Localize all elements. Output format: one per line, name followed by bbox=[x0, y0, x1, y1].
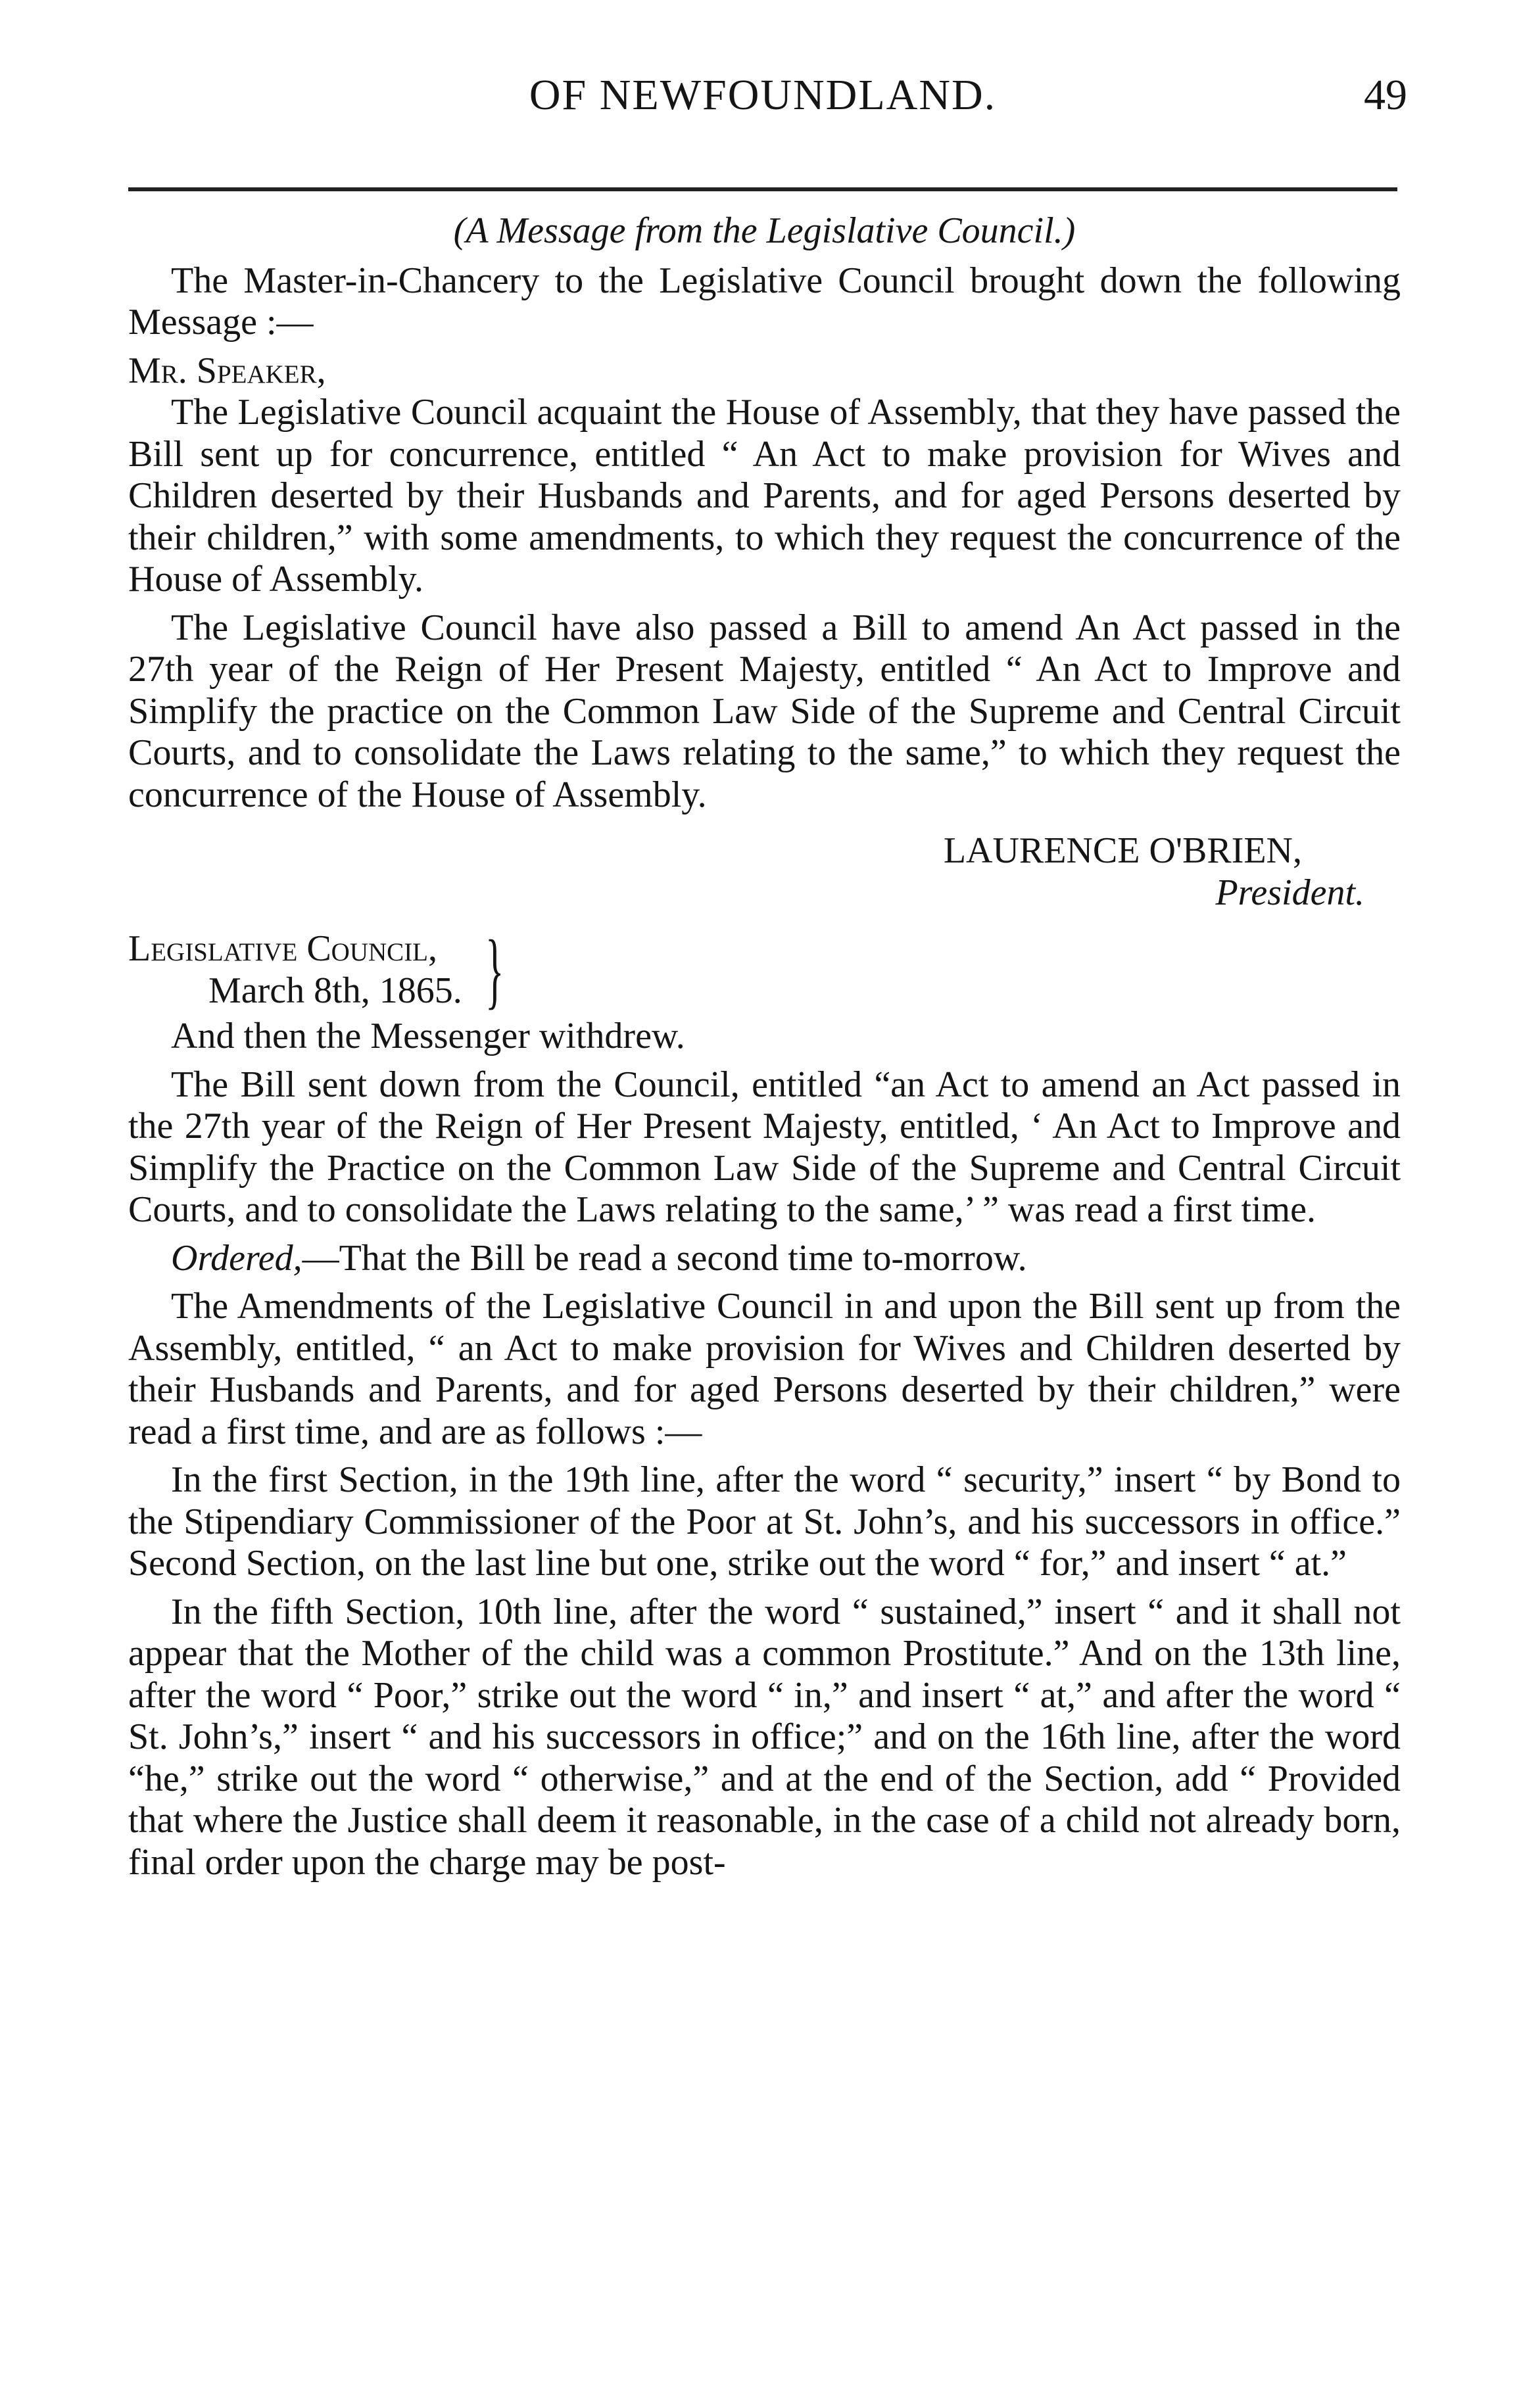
amendments-paragraph: The Amendments of the Legislative Council in and upon the Bill sent up from the Assembly, entitled, “ an Act to make provision for Wives and Children deserted by their Husbands and Parents, and for aged Persons deserted by their children,” were read a first time, and are as follows :— bbox=[128, 1286, 1401, 1452]
page-header bbox=[118, 53, 1407, 138]
header-rule bbox=[128, 187, 1397, 191]
running-head: OF NEWFOUNDLAND. bbox=[529, 71, 997, 119]
ordered-label: Ordered, bbox=[171, 1237, 302, 1279]
bill-paragraph: The Bill sent down from the Council, entitled “an Act to amend an Act passed in the 27th year of the Reign of Her Present Majesty, entitled, ‘ An Act to Improve and Simplify the Practice on the Common Law Side of the Supreme and Central Circuit Courts, and to consolidate the Laws relating to the same,’ ” was read a first time. bbox=[128, 1064, 1401, 1230]
body-text bbox=[128, 210, 1401, 1890]
ordered-paragraph bbox=[128, 1238, 1401, 1280]
message-paragraph-1: The Legislative Council acquaint the House of Assembly, that they have passed the Bill sent up for concurrence, entitled “ An Act to make provision for Wives and Children deserted by their Husbands and Parents, and for aged Persons deserted by their children,” with some amendments, to which they request the concurrence of the House of Assembly. bbox=[128, 392, 1401, 600]
signature-name: LAURENCE O'BRIEN, bbox=[943, 830, 1302, 871]
section-paragraph-1: In the first Section, in the 19th line, after the word “ security,” insert “ by Bond to the Stipendiary Commissioner of the Poor at St. John’s, and his successors in office.” Second Section, on the last line but one, strike out the word “ for,” and insert “ at.” bbox=[128, 1459, 1401, 1584]
salutation: Mr. Speaker, bbox=[128, 350, 326, 391]
dateline-brace: } bbox=[485, 922, 504, 1018]
message-heading: (A Message from the Legislative Council.) bbox=[453, 210, 1076, 251]
message-paragraph-2: The Legislative Council have also passed a Bill to amend An Act passed in the 27th year of the Reign of Her Present Majesty, entitled “ An Act to Improve and Simplify the practice on the Common Law Side of the Supreme and Central Circuit Courts, and to consolidate the Laws relating to the same,” to which they request the concurrence of the House of Assembly. bbox=[128, 607, 1401, 815]
section-paragraph-2: In the fifth Section, 10th line, after the word “ sustained,” insert “ and it shall not appear that the Mother of the child was a common Prostitute.” And on the 13th line, after the word “ Poor,” strike out the word “ in,” and insert “ at,” and after the word “ St. John’s,” insert “ and his successors in office;” and on the 16th line, after the word “he,” strike out the word “ otherwise,” and at the end of the Section, add “ Provided that where the Justice shall deem it reasonable, in the case of a child not already born, final order upon the charge may be post- bbox=[128, 1591, 1401, 1883]
withdrew-paragraph: And then the Messenger withdrew. bbox=[171, 1016, 685, 1056]
signature-title: President. bbox=[1215, 872, 1364, 913]
dateline bbox=[128, 922, 1401, 1018]
page-number: 49 bbox=[1364, 71, 1407, 119]
ordered-text: —That the Bill be read a second time to-morrow. bbox=[302, 1237, 1027, 1279]
dateline-place: Legislative Council, bbox=[128, 928, 438, 969]
intro-paragraph: The Master-in-Chancery to the Legislative Council brought down the following Message :— bbox=[128, 260, 1401, 342]
dateline-date: March 8th, 1865. bbox=[208, 970, 462, 1011]
